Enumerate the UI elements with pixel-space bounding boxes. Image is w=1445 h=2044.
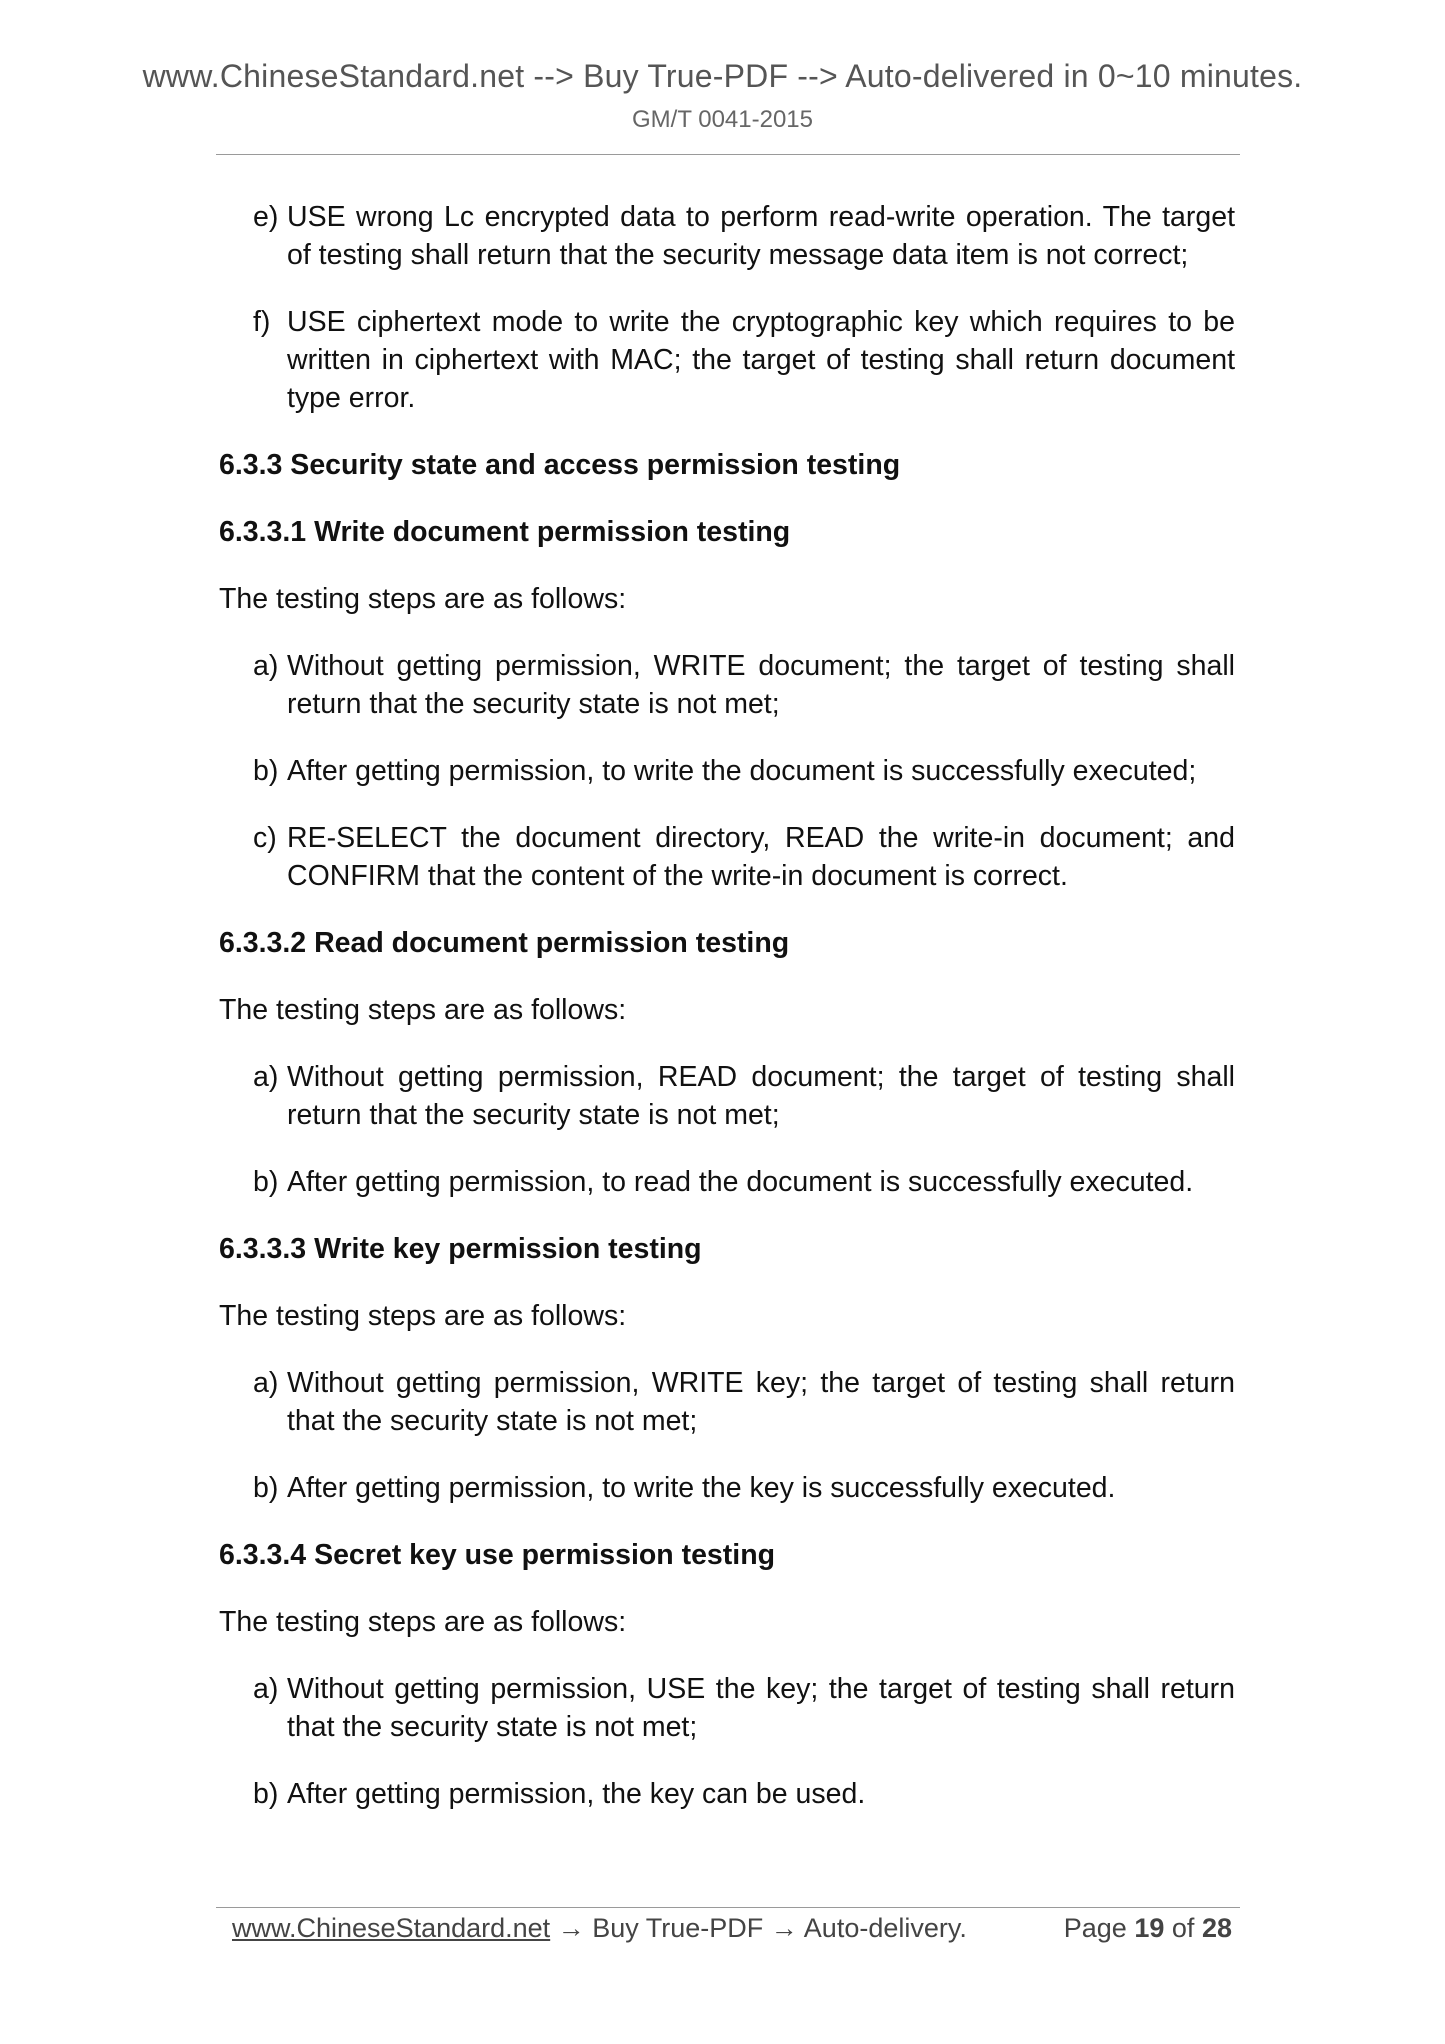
list-item-text: After getting permission, to write the key is successfully executed. xyxy=(287,1472,1116,1504)
list-item xyxy=(253,1058,1235,1134)
header-banner: www.ChineseStandard.net --> Buy True-PDF --> Auto-delivered in 0~10 minutes. xyxy=(142,58,1303,94)
list-marker: a) xyxy=(253,1673,279,1705)
of-label: of xyxy=(1171,1913,1195,1943)
document-body xyxy=(219,198,1235,1842)
section-intro: The testing steps are as follows: xyxy=(219,1606,627,1638)
list-marker: f) xyxy=(253,306,271,338)
page-current: 19 xyxy=(1134,1913,1165,1943)
section-intro: The testing steps are as follows: xyxy=(219,1300,627,1332)
list-marker: a) xyxy=(253,1061,279,1093)
list-item-text: After getting permission, the key can be used. xyxy=(287,1778,866,1810)
list-item-f xyxy=(253,303,1235,417)
page-footer xyxy=(232,1910,1232,1946)
list-item xyxy=(253,1469,1235,1507)
footer-site-link[interactable]: www.ChineseStandard.net xyxy=(232,1913,551,1943)
list-item-e xyxy=(253,198,1235,274)
footer-divider xyxy=(216,1907,1240,1908)
section-intro: The testing steps are as follows: xyxy=(219,994,627,1026)
list-item-text: USE wrong Lc encrypted data to perform read-write operation. The target of testing shall return that the security message data item is not correct; xyxy=(287,201,1235,271)
arrow-right-icon: → xyxy=(557,1913,585,1943)
header-divider xyxy=(216,154,1240,155)
list-item-text: Without getting permission, USE the key; the target of testing shall return that the security state is not met; xyxy=(287,1673,1235,1743)
list-marker: a) xyxy=(253,650,279,682)
list-item xyxy=(253,1364,1235,1440)
section-heading-6-3-3-3: 6.3.3.3 Write key permission testing xyxy=(219,1233,702,1265)
section-intro: The testing steps are as follows: xyxy=(219,583,627,615)
list-item-text: Without getting permission, READ document; the target of testing shall return that the security state is not met; xyxy=(287,1061,1235,1131)
list-item-text: After getting permission, to write the document is successfully executed; xyxy=(287,755,1197,787)
section-heading-6-3-3-4: 6.3.3.4 Secret key use permission testing xyxy=(219,1539,776,1571)
footer-promo xyxy=(232,1910,967,1946)
list-marker: c) xyxy=(253,822,277,854)
page-label: Page xyxy=(1063,1913,1127,1943)
footer-buy-text: Buy True-PDF xyxy=(592,1913,764,1943)
section-heading-6-3-3: 6.3.3 Security state and access permission testing xyxy=(219,449,901,481)
list-marker: e) xyxy=(253,201,279,233)
list-item xyxy=(253,819,1235,895)
list-item-text: After getting permission, to read the document is successfully executed. xyxy=(287,1166,1194,1198)
arrow-right-icon: → xyxy=(770,1913,798,1943)
list-marker: b) xyxy=(253,1778,279,1810)
list-marker: a) xyxy=(253,1367,279,1399)
list-item xyxy=(253,1775,1235,1813)
page-total: 28 xyxy=(1201,1913,1232,1943)
footer-delivery-text: Auto-delivery. xyxy=(803,1913,967,1943)
list-item-text: Without getting permission, WRITE key; the target of testing shall return that the security state is not met; xyxy=(287,1367,1235,1437)
list-item xyxy=(253,1163,1235,1201)
list-item xyxy=(253,1670,1235,1746)
list-marker: b) xyxy=(253,755,279,787)
list-item-text: RE-SELECT the document directory, READ the write-in document; and CONFIRM that the content of the write-in document is correct. xyxy=(287,822,1235,892)
section-heading-6-3-3-2: 6.3.3.2 Read document permission testing xyxy=(219,927,790,959)
list-item-text: Without getting permission, WRITE document; the target of testing shall return that the security state is not met; xyxy=(287,650,1235,720)
list-item xyxy=(253,752,1235,790)
list-item-text: USE ciphertext mode to write the cryptographic key which requires to be written in ciphertext with MAC; the target of testing shall return document type error. xyxy=(287,306,1235,414)
list-marker: b) xyxy=(253,1472,279,1504)
list-item xyxy=(253,647,1235,723)
list-marker: b) xyxy=(253,1166,279,1198)
section-heading-6-3-3-1: 6.3.3.1 Write document permission testing xyxy=(219,516,791,548)
page-number xyxy=(1064,1910,1232,1946)
standard-code: GM/T 0041-2015 xyxy=(632,106,813,133)
